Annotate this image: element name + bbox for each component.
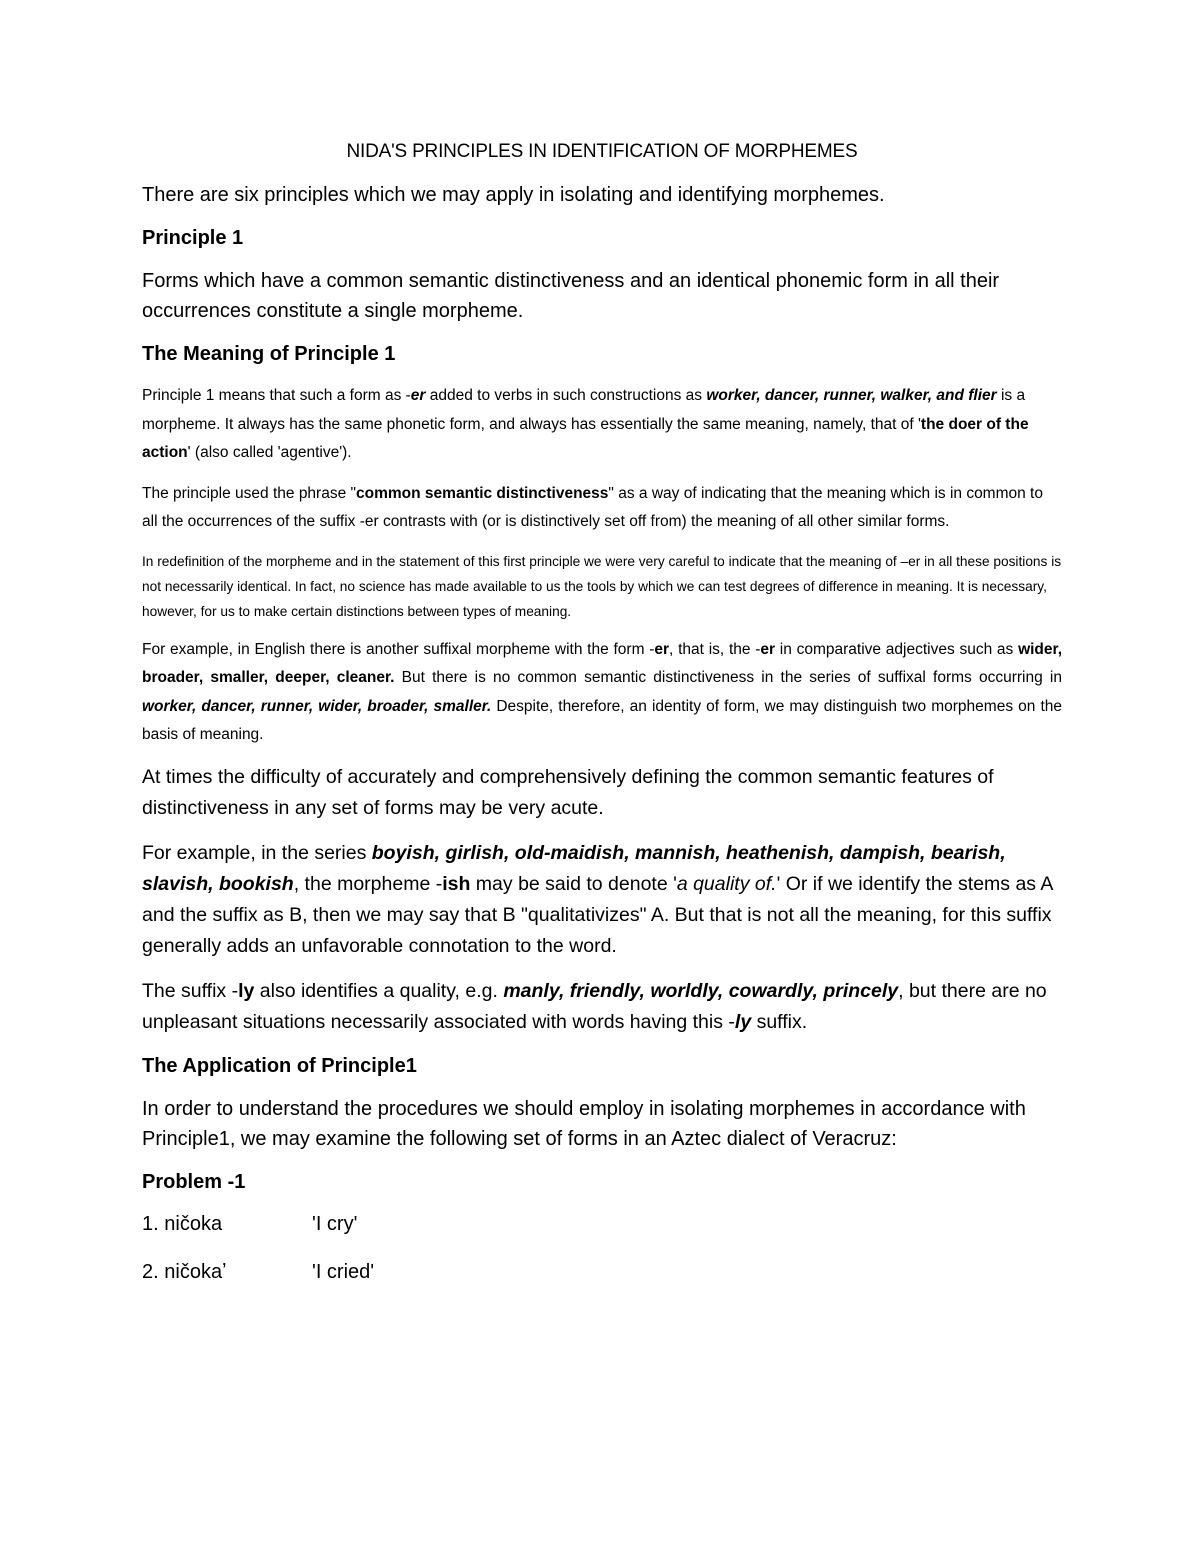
document-title: NIDA'S PRINCIPLES IN IDENTIFICATION OF MORPHEMES [346,141,858,162]
problem-item-gloss: 'I cry' [312,1212,358,1235]
application-paragraph: In order to understand the procedures we should employ in isolating morphemes in accordance with Principle1, we may examine the following set of forms in an Aztec dialect of Veracruz: [142,1097,1026,1150]
meaning-heading: The Meaning of Principle 1 [142,343,396,365]
meaning-paragraph-6: For example, in the series boyish, girlish, old-maidish, mannish, heathenish, dampish, bearish, slavish, bookish, the morpheme -ish may be said to denote 'a quality of.' Or if we identify the stems as A and the suffix as B, then we may say that B "qualitativizes" A. But that is not all the meaning, for this suffix generally adds an unfavorable connotation to the word. [142,841,1053,957]
document-body [142,140,1062,1306]
application-heading: The Application of Principle1 [142,1054,417,1077]
meaning-paragraph-4: For example, in English there is another suffixal morpheme with the form -er, that is, the -er in comparative adjectives such as wider, broader, smaller, deeper, cleaner. But there is no common semantic distinctiveness in the series of suffixal forms occurring in worker, dancer, runner, wider, broader, smaller. Despite, therefore, an identity of form, we may distinguish two morphemes on the basis of meaning. [142,640,1062,743]
problem-item [142,1258,1062,1286]
meaning-paragraph-5: At times the difficulty of accurately and comprehensively defining the common semantic features of distinctiveness in any set of forms may be very acute. [142,765,994,819]
principle-1-heading: Principle 1 [142,227,244,249]
meaning-paragraph-2: The principle used the phrase "common semantic distinctiveness" as a way of indicating that the meaning which is in common to all the occurrences of the suffix -er contrasts with (or is distinctively set off from) the meaning of all other similar forms. [142,484,1043,530]
principle-1-statement: Forms which have a common semantic distinctiveness and an identical phonemic form in all their occurrences constitute a single morpheme. [142,270,1000,322]
intro-paragraph: There are six principles which we may apply in isolating and identifying morphemes. [142,184,885,206]
problem-heading: Problem -1 [142,1170,246,1193]
meaning-paragraph-1: Principle 1 means that such a form as -er added to verbs in such constructions as worker, dancer, runner, walker, and flier is a morpheme. It always has the same phonetic form, and always has essentially the same meaning, namely, that of 'the doer of the action' (also called 'agentive'). [142,387,1029,461]
problem-item-form: 2. ničokaʼ [142,1260,227,1283]
problem-item-form: 1. ničoka [142,1212,223,1235]
problem-item-gloss: 'I cried' [312,1260,375,1283]
meaning-paragraph-3: In redefinition of the morpheme and in the statement of this first principle we were very careful to indicate that the meaning of –er in all these positions is not necessarily identical. In fact, no science has made available to us the tools by which we can test degrees of difference in meaning. It is necessary, however, for us to make certain distinctions between types of meaning. [142,553,1062,619]
meaning-paragraph-7: The suffix -ly also identifies a quality, e.g. manly, friendly, worldly, cowardly, princely, but there are no unpleasant situations necessarily associated with words having this -ly suffix. [142,979,1047,1033]
problem-item [142,1210,1062,1238]
